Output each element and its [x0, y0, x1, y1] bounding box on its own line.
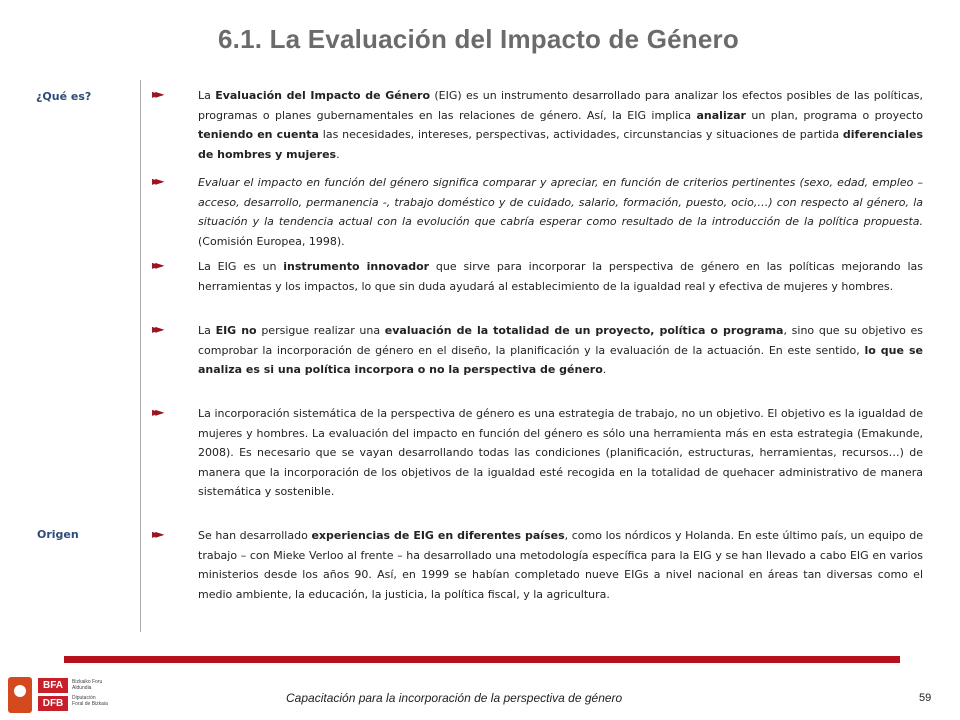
double-arrow-right-icon: ►►: [152, 527, 159, 541]
vertical-divider: [140, 80, 141, 632]
bullet-text: La incorporación sistemática de la perspectiva de género es una estrategia de trabajo, no un objetivo. El objetivo es la igualdad de mujeres y hombres. La evaluación del impacto en función del género es sólo una herramienta más en esta estrategia (Emakunde, 2008). Es necesario que se vayan desarrollando todas las condiciones (planificación, estructuras, herramientas, recursos…) de manera que la incorporación de los objetivos de la igualdad esté recogida en la totalidad de quehacer administrativo de manera sistemática y sostenible.: [198, 407, 923, 498]
bullet-text: La EIG es un instrumento innovador que sirve para incorporar la perspectiva de género en las políticas mejorando las herramientas y los impactos, lo que sin duda ayudará al establecimiento de la igualdad real y efectiva de mujeres y hombres.: [198, 260, 923, 293]
double-arrow-right-icon: ►►: [152, 322, 159, 336]
double-arrow-right-icon: ►►: [152, 405, 159, 419]
bullet-text: La Evaluación del Impacto de Género (EIG) es un instrumento desarrollado para analizar los efectos posibles de las políticas, programas o planes gubernamentales en las relaciones de género. Así, la EIG implica analizar un plan, programa o proyecto teniendo en cuenta las necesidades, intereses, perspectivas, actividades, circunstancias y situaciones de partida diferenciales de hombres y mujeres.: [198, 89, 924, 161]
page-number: 59: [919, 692, 932, 704]
logo-dfb: DFB: [38, 696, 68, 711]
logo: [8, 673, 128, 717]
logo-mark-icon: [8, 677, 32, 713]
section-label-que-es: ¿Qué es?: [36, 90, 92, 103]
bullet-text: La EIG no persigue realizar una evaluación de la totalidad de un proyecto, política o programa, sino que su objetivo es comprobar la incorporación de género en el diseño, la planificación y la evaluación de la actuación. En este sentido, lo que se analiza es si una política incorpora o no la perspectiva de género.: [198, 324, 923, 376]
footer-bar: [64, 656, 900, 663]
logo-text: Aldundia: [72, 685, 92, 691]
logo-text: Foral de Bizkaia: [72, 701, 108, 707]
page-title: 6.1. La Evaluación del Impacto de Género: [218, 24, 739, 54]
logo-bfa: BFA: [38, 678, 68, 693]
bullet-text: Evaluar el impacto en función del género significa comparar y apreciar, en función de criterios pertinentes (sexo, edad, empleo – acceso, desarrollo, permanencia -, trabajo doméstico y de cuidado, salario, formación, puesto, ocio,…) con respecto al género, la situación y la tendencia actual con la evolución que cabría esperar como resultado de la introducción de la política propuesta. (Comisión Europea, 1998).: [198, 176, 923, 248]
double-arrow-right-icon: ►►: [152, 87, 159, 101]
double-arrow-right-icon: ►►: [152, 174, 159, 188]
logo-text: Diputación: [72, 695, 96, 701]
double-arrow-right-icon: ►►: [152, 258, 159, 272]
bullet-text: Se han desarrollado experiencias de EIG en diferentes países, como los nórdicos y Holanda. En este último país, un equipo de trabajo – con Mieke Verloo al frente – ha desarrollado una metodología específica para la EIG y se han llevado a cabo EIG en varios ministerios desde los años 90. Así, en 1999 se habían completado nueve EIGs a nivel nacional en áreas tan diversas como el medio ambiente, la educación, la justicia, la política fiscal, y la agricultura.: [198, 529, 923, 601]
footer-text: Capacitación para la incorporación de la perspectiva de género: [286, 691, 623, 705]
section-label-origen: Origen: [37, 528, 79, 541]
logo-text: Bizkaiko Foru: [72, 679, 103, 685]
